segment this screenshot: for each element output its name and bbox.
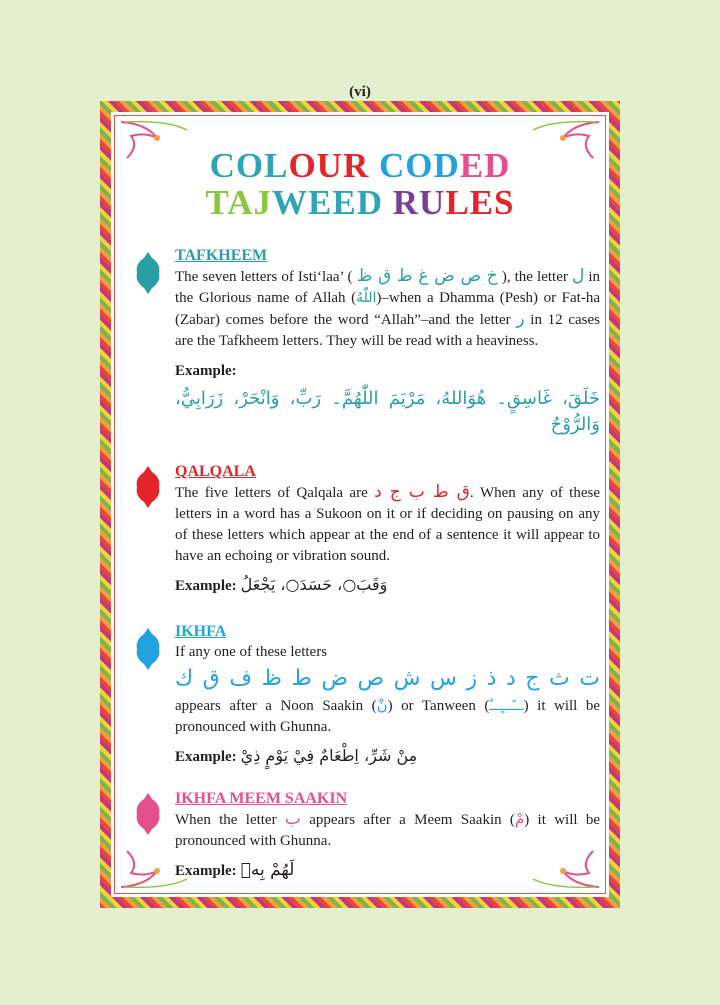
title-segment: LES xyxy=(445,183,515,222)
qalqala-description xyxy=(175,482,600,567)
example-label: Example: xyxy=(175,363,237,379)
decorative-frame xyxy=(100,101,620,908)
arabic-noon-saakin: نْ xyxy=(376,696,388,714)
section-heading-tafkheem: TAFKHEEM xyxy=(175,247,268,264)
text-run: ) it will be pronounced with Ghunna. xyxy=(175,698,601,735)
example-block-tafkheem xyxy=(175,362,600,438)
page-content xyxy=(114,115,606,894)
example-arabic-ikhfa-meem: لَهُمْ بِهٖ xyxy=(240,860,295,880)
teal-lantern-marker-icon xyxy=(135,252,161,294)
title-segment: ED xyxy=(459,146,511,185)
example-block-ikhfa xyxy=(175,746,600,766)
page-title-line2 xyxy=(115,183,605,223)
tafkheem-description xyxy=(175,266,600,352)
section-ikhfa xyxy=(175,622,600,766)
text-run: in the Glorious name of Allah ( xyxy=(175,269,601,306)
text-run: ) or Tanween ( xyxy=(387,698,490,714)
ikhfa-intro: If any one of these letters xyxy=(175,644,328,660)
section-heading-ikhfa-meem-saakin: IKHFA MEEM SAAKIN xyxy=(175,790,348,807)
ikhfa-meem-description xyxy=(175,809,600,852)
example-label: Example: xyxy=(175,863,237,879)
red-lantern-marker-icon xyxy=(135,466,161,508)
arabic-letter-ba: ب xyxy=(284,809,301,829)
ikhfa-description xyxy=(175,695,600,738)
section-tafkheem xyxy=(175,246,600,438)
arabic-meem-saakin: مْ xyxy=(514,810,525,828)
text-run: appears after a Noon Saakin ( xyxy=(175,698,377,714)
text-run: ), the letter xyxy=(501,269,568,285)
arabic-letter-ra: ر xyxy=(516,309,525,329)
page-title-line1 xyxy=(115,146,605,186)
example-arabic-qalqala: وَقَبَ○، حَسَدَ○، يَجْعَلُ xyxy=(240,575,388,594)
example-block-ikhfa-meem xyxy=(175,860,600,880)
title-segment: RU xyxy=(392,183,446,222)
text-run: When the letter xyxy=(175,812,277,828)
title-segment: COD xyxy=(378,146,460,185)
arabic-letters-ikhfa: ت ث ج د ذ ز س ش ص ض ط ظ ف ق ك xyxy=(175,666,600,691)
pink-lantern-marker-icon xyxy=(135,793,161,835)
example-arabic-tafkheem: خَلَقَ، غَاسِقٍ۔ هُوَاللهُ، مَرْيَمَ اللّٰهُمَّ۔ رَبِّ، وَانْحَرْ، زَرَابِيُّ، وَالرُّوْحُ xyxy=(175,388,600,435)
text-run: in 12 cases are the Tafkheem letters. They will be read with a heaviness. xyxy=(175,312,601,349)
text-run: . When any of these letters in a word has a Sukoon on it or if deciding on pausing on any of these letters which appear at the end of a sentence it will appear to have an echoing or vibration sound. xyxy=(175,485,600,564)
text-run: The seven letters of Isti‘laa’ ( xyxy=(175,269,353,285)
blue-lantern-marker-icon xyxy=(135,628,161,670)
example-arabic-ikhfa: مِنْ شَرِّ، اِطْعَامٌ فِيْ يَوْمٍ ذِيْ xyxy=(240,746,418,765)
title-segment: COL xyxy=(209,146,289,185)
section-heading-ikhfa: IKHFA xyxy=(175,623,227,640)
text-run: ) it will be pronounced with Ghunna. xyxy=(175,812,601,849)
example-block-qalqala xyxy=(175,575,600,595)
section-qalqala xyxy=(175,462,600,595)
arabic-word-allah: اللّٰهُ xyxy=(356,290,377,306)
title-segment: WEED xyxy=(272,183,393,222)
example-label: Example: xyxy=(175,749,237,765)
arabic-tanween: ـــًـــٍـــٌ xyxy=(489,699,524,714)
text-run: )–when a Dhamma (Pesh) or Fat-ha (Zabar) comes before the word “Allah”–and the letter xyxy=(175,290,600,328)
title-segment: OUR xyxy=(288,146,379,185)
arabic-letters-qalqala: ق ط ب ج د xyxy=(374,482,470,502)
section-ikhfa-meem-saakin xyxy=(175,789,600,880)
arabic-letters-tafkheem: خ ص ض غ ط ق ظ xyxy=(356,266,498,286)
text-run: The five letters of Qalqala are xyxy=(175,485,368,501)
title-segment: TAJ xyxy=(205,183,273,222)
text-run: appears after a Meem Saakin ( xyxy=(309,812,515,828)
section-heading-qalqala: QALQALA xyxy=(175,463,256,480)
page-number: (vi) xyxy=(349,84,371,100)
example-label: Example: xyxy=(175,578,237,594)
arabic-letter-lam: ل xyxy=(571,266,585,286)
